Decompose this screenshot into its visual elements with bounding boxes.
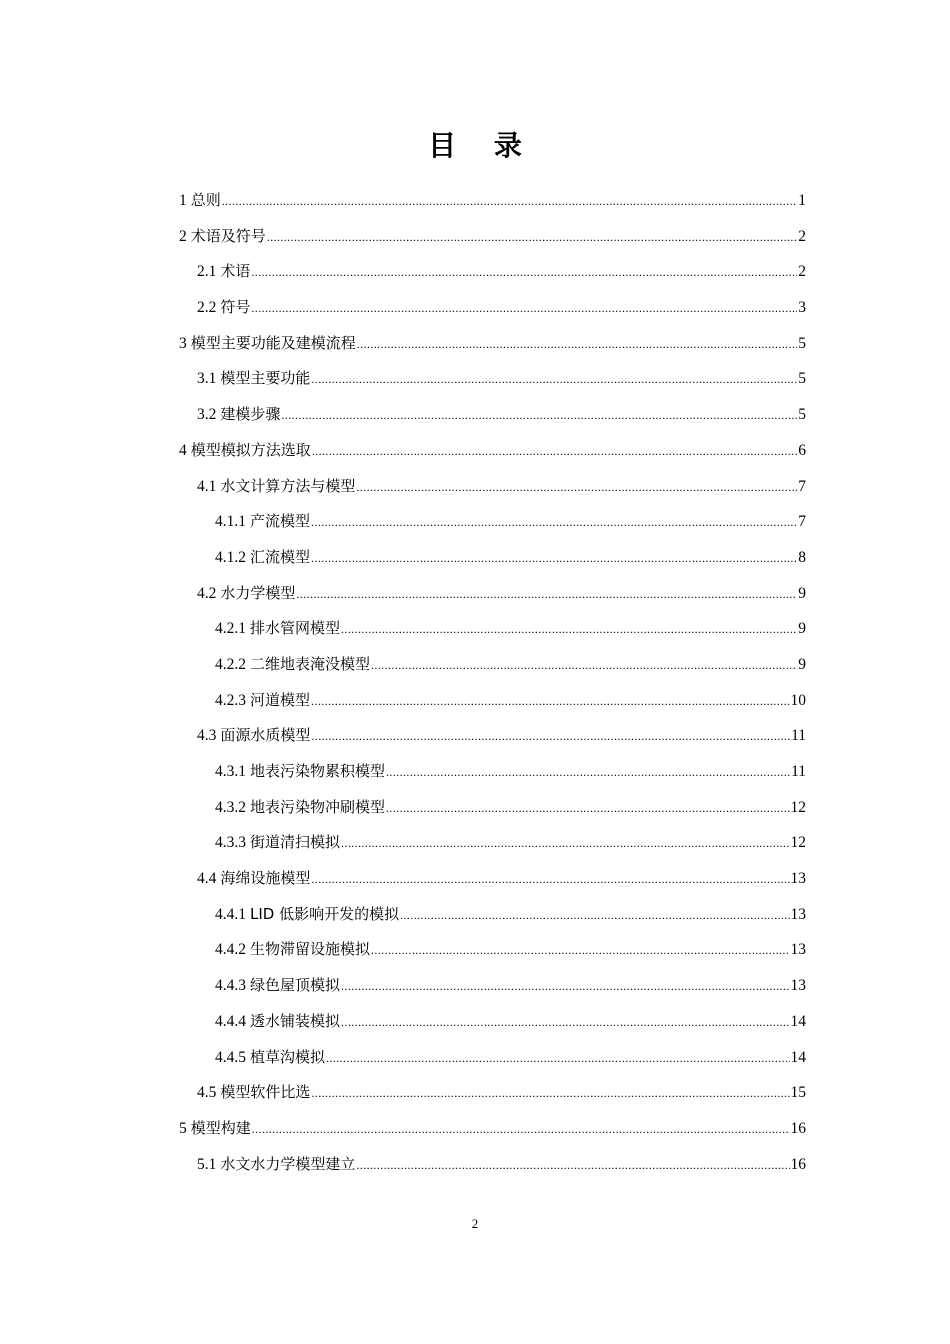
toc-entry[interactable] xyxy=(179,576,806,612)
toc-dot-leader xyxy=(311,505,797,541)
toc-entry-number: 4.4 xyxy=(197,870,217,888)
toc-entry-title: 生物滞留设施模拟 xyxy=(250,940,371,959)
toc-entry[interactable] xyxy=(179,254,806,290)
toc-entry[interactable] xyxy=(179,219,806,255)
toc-entry-number: 4.2 xyxy=(197,584,217,602)
toc-entry-page: 8 xyxy=(798,548,806,566)
toc-dot-leader xyxy=(356,1148,789,1184)
toc-dot-leader xyxy=(386,791,789,827)
toc-entry-title: 河道模型 xyxy=(250,690,311,709)
toc-entry-page: 10 xyxy=(790,691,806,709)
toc-entry-title: 产流模型 xyxy=(250,512,311,531)
toc-entry-number: 4.5 xyxy=(197,1084,217,1102)
toc-entry-page: 13 xyxy=(790,977,806,995)
toc-entry[interactable] xyxy=(179,754,806,790)
toc-entry-number: 2.1 xyxy=(197,263,217,281)
toc-entry-title: LID 低影响开发的模拟 xyxy=(250,904,400,923)
toc-entry-number: 4.1.1 xyxy=(215,513,246,531)
toc-entry-page: 6 xyxy=(798,441,806,459)
toc-dot-leader xyxy=(311,541,797,577)
toc-entry-number: 4.2.2 xyxy=(215,655,246,673)
toc-entry-number: 3 xyxy=(179,334,187,352)
toc-dot-leader xyxy=(371,933,789,969)
toc-entry[interactable] xyxy=(179,433,806,469)
toc-entry[interactable] xyxy=(179,183,806,219)
toc-entry-title: 二维地表淹没模型 xyxy=(250,654,371,673)
toc-dot-leader xyxy=(267,220,797,256)
toc-entry-page: 3 xyxy=(798,299,806,317)
toc-entry[interactable] xyxy=(179,825,806,861)
toc-entry-page: 1 xyxy=(798,192,806,209)
toc-entry-number: 2.2 xyxy=(197,299,217,317)
table-of-contents xyxy=(179,183,806,1182)
toc-dot-leader xyxy=(252,1112,790,1148)
toc-entry-title: 海绵设施模型 xyxy=(220,869,311,888)
toc-entry-number: 4.2.1 xyxy=(215,620,246,638)
toc-entry[interactable] xyxy=(179,1111,806,1147)
toc-entry-title: 排水管网模型 xyxy=(250,619,341,638)
toc-dot-leader xyxy=(311,719,790,755)
toc-entry-page: 5 xyxy=(798,334,806,352)
toc-entry[interactable] xyxy=(179,1040,806,1076)
toc-entry-number: 4.1.2 xyxy=(215,548,246,566)
toc-dot-leader xyxy=(251,291,797,327)
toc-entry[interactable] xyxy=(179,504,806,540)
toc-entry-page: 12 xyxy=(790,798,806,816)
toc-dot-leader xyxy=(311,1076,789,1112)
toc-entry-title: 面源水质模型 xyxy=(220,726,311,745)
toc-entry-page: 9 xyxy=(798,655,806,673)
toc-entry-title: 汇流模型 xyxy=(250,547,311,566)
toc-dot-leader xyxy=(341,1005,789,1041)
toc-entry-page: 2 xyxy=(798,227,806,245)
toc-entry-number: 2 xyxy=(179,227,187,245)
toc-entry-title: 水文计算方法与模型 xyxy=(220,476,356,495)
toc-entry-page: 11 xyxy=(791,763,806,780)
toc-entry[interactable] xyxy=(179,1004,806,1040)
toc-entry-page: 13 xyxy=(790,941,806,959)
page-title: 目 录 xyxy=(428,129,536,162)
toc-entry-page: 12 xyxy=(790,834,806,852)
toc-entry-title: 模型主要功能 xyxy=(220,369,311,388)
toc-entry-number: 4.4.2 xyxy=(215,941,246,959)
toc-entry-number: 4.3.2 xyxy=(215,798,246,816)
toc-dot-leader xyxy=(311,862,789,898)
toc-entry-number: 4.3.1 xyxy=(215,763,246,780)
toc-entry[interactable] xyxy=(179,683,806,719)
toc-entry-title: 地表污染物冲刷模型 xyxy=(250,797,386,816)
toc-entry-page: 11 xyxy=(791,727,806,745)
toc-entry-number: 4.3 xyxy=(197,727,217,745)
toc-entry-number: 5 xyxy=(179,1119,187,1137)
toc-entry[interactable] xyxy=(179,540,806,576)
toc-entry-title: 建模步骤 xyxy=(220,405,281,424)
toc-dot-leader xyxy=(341,969,789,1005)
toc-dot-leader xyxy=(356,470,797,506)
toc-entry-number: 4.3.3 xyxy=(215,834,246,852)
toc-entry-page: 16 xyxy=(790,1119,806,1137)
toc-entry-number: 4 xyxy=(179,441,187,459)
toc-entry-title: 水力学模型 xyxy=(220,583,296,602)
toc-entry-title: 术语 xyxy=(220,262,251,281)
toc-entry-title: 模型构建 xyxy=(190,1118,251,1137)
toc-entry-page: 7 xyxy=(798,477,806,495)
toc-dot-leader xyxy=(312,434,797,470)
toc-entry[interactable] xyxy=(179,932,806,968)
toc-entry-number: 4.4.5 xyxy=(215,1048,246,1066)
toc-entry-title: 地表污染物累积模型 xyxy=(250,762,386,780)
toc-entry[interactable] xyxy=(179,861,806,897)
toc-entry-number: 5.1 xyxy=(197,1155,217,1173)
toc-dot-leader xyxy=(251,255,797,291)
toc-entry[interactable] xyxy=(179,611,806,647)
toc-entry-number: 4.1 xyxy=(197,477,217,495)
toc-entry-title: 模型模拟方法选取 xyxy=(190,440,311,459)
toc-dot-leader xyxy=(311,684,789,720)
toc-entry-number: 4.2.3 xyxy=(215,691,246,709)
toc-entry[interactable] xyxy=(179,469,806,505)
toc-entry-number: 1 xyxy=(179,192,187,209)
toc-entry[interactable] xyxy=(179,968,806,1004)
toc-entry-title: 透水铺装模拟 xyxy=(250,1011,341,1030)
toc-entry-page: 14 xyxy=(790,1048,806,1066)
toc-dot-leader xyxy=(296,577,797,613)
toc-dot-leader xyxy=(371,648,797,684)
toc-entry[interactable] xyxy=(179,1075,806,1111)
toc-entry-page: 5 xyxy=(798,406,806,424)
toc-dot-leader xyxy=(281,398,797,434)
toc-entry-page: 2 xyxy=(798,263,806,281)
toc-dot-leader xyxy=(400,898,789,934)
page-number: 2 xyxy=(471,1216,479,1231)
toc-dot-leader xyxy=(326,1041,789,1077)
toc-dot-leader xyxy=(341,826,789,862)
toc-entry-title: 总则 xyxy=(190,191,221,209)
toc-entry-page: 13 xyxy=(790,905,806,923)
toc-entry-page: 15 xyxy=(790,1084,806,1102)
toc-entry-title: 街道清扫模拟 xyxy=(250,833,341,852)
toc-entry-title: 术语及符号 xyxy=(190,226,266,245)
toc-dot-leader xyxy=(311,362,797,398)
toc-entry-number: 3.1 xyxy=(197,370,217,388)
toc-entry-title: 模型软件比选 xyxy=(220,1083,311,1102)
toc-entry[interactable] xyxy=(179,718,806,754)
toc-entry-number: 4.4.1 xyxy=(215,905,246,923)
toc-entry-title: 符号 xyxy=(220,298,251,317)
toc-entry-title: 植草沟模拟 xyxy=(250,1047,326,1066)
toc-entry[interactable] xyxy=(179,790,806,826)
toc-entry-number: 4.4.4 xyxy=(215,1012,246,1030)
toc-entry-page: 16 xyxy=(790,1155,806,1173)
toc-entry[interactable] xyxy=(179,397,806,433)
toc-entry-title: 绿色屋顶模拟 xyxy=(250,976,341,995)
toc-dot-leader xyxy=(341,612,797,648)
toc-entry[interactable] xyxy=(179,361,806,397)
toc-entry-title: 模型主要功能及建模流程 xyxy=(190,333,356,352)
toc-dot-leader xyxy=(386,755,790,791)
toc-entry-page: 5 xyxy=(798,370,806,388)
toc-entry[interactable] xyxy=(179,1147,806,1183)
toc-entry-page: 9 xyxy=(798,584,806,602)
toc-dot-leader xyxy=(357,327,797,363)
toc-entry[interactable] xyxy=(179,647,806,683)
toc-entry-page: 13 xyxy=(790,870,806,888)
toc-entry[interactable] xyxy=(179,897,806,933)
toc-dot-leader xyxy=(222,184,797,220)
toc-entry-number: 3.2 xyxy=(197,406,217,424)
toc-entry-title: 水文水力学模型建立 xyxy=(220,1154,356,1173)
toc-entry-page: 14 xyxy=(790,1012,806,1030)
toc-entry[interactable] xyxy=(179,290,806,326)
toc-entry-page: 9 xyxy=(798,620,806,638)
toc-entry-number: 4.4.3 xyxy=(215,977,246,995)
toc-entry-page: 7 xyxy=(798,513,806,531)
toc-entry[interactable] xyxy=(179,326,806,362)
